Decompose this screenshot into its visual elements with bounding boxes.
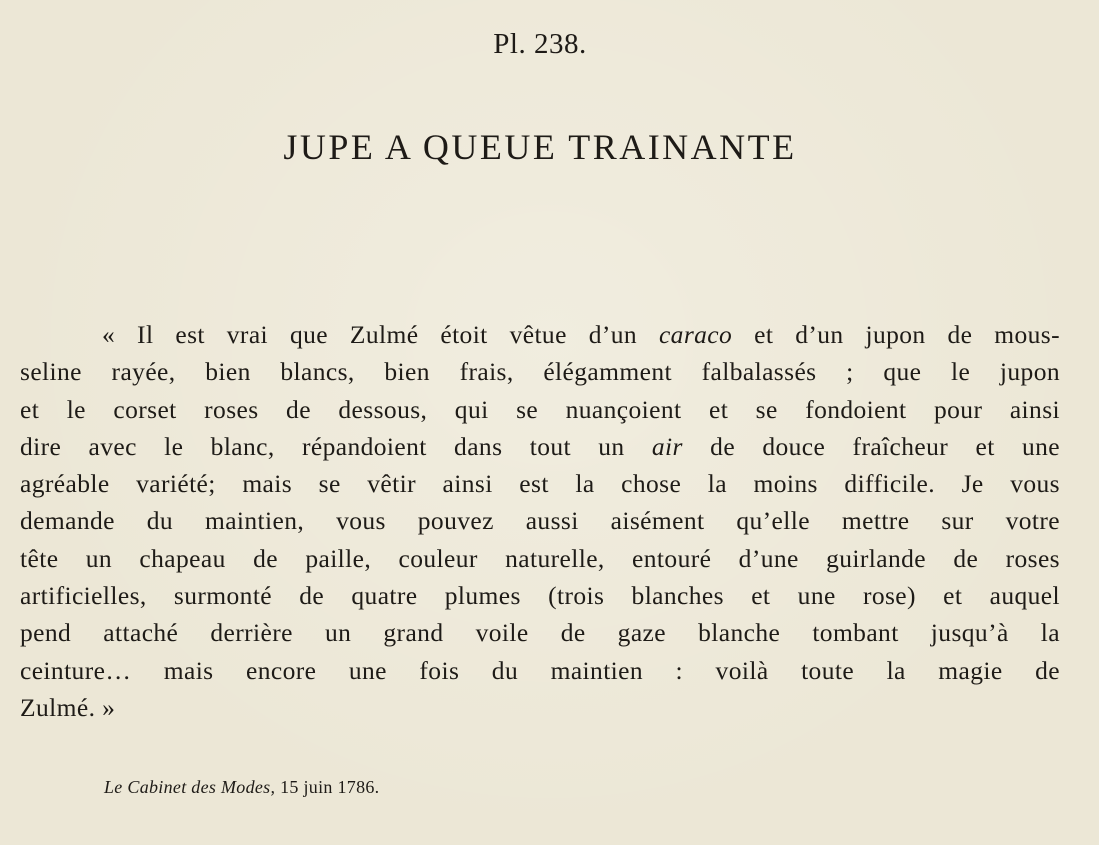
page-title: JUPE A QUEUE TRAINANTE — [283, 127, 797, 167]
plate-number: Pl. 238. — [493, 28, 587, 60]
paragraph-line: pend attaché derrière un grand voile de gaze blanche tombant jusqu’à la — [20, 618, 1060, 648]
paragraph-line: artificielles, surmonté de quatre plumes (trois blanches et une rose) et auquel — [20, 581, 1060, 611]
paragraph-line: agréable variété; mais se vêtir ainsi est la chose la moins difficile. Je vous — [20, 469, 1060, 499]
paragraph-line: « Il est vrai que Zulmé étoit vêtue d’un caraco et d’un jupon de mous- — [102, 320, 1060, 349]
paragraph-line: ceinture… mais encore une fois du maintien : voilà toute la magie de — [20, 655, 1060, 685]
citation-source: Le Cabinet des Modes, — [104, 777, 276, 797]
paragraph-line: demande du maintien, vous pouvez aussi aisément qu’elle mettre sur votre — [20, 506, 1060, 536]
italic-word-air: air — [651, 431, 683, 461]
paragraph-line: Zulmé. » — [20, 692, 116, 722]
paragraph-line: tête un chapeau de paille, couleur naturelle, entouré d’une guirlande de roses — [20, 543, 1060, 573]
paragraph-line: seline rayée, bien blancs, bien frais, élégamment falbalassés ; que le jupon — [20, 357, 1060, 387]
citation — [104, 777, 379, 798]
quoted-paragraph — [20, 316, 1060, 726]
italic-word-caraco: caraco — [658, 320, 733, 349]
citation-date: 15 juin 1786. — [275, 777, 380, 797]
paragraph-line: et le corset roses de dessous, qui se nuançoient et se fondoient pour ainsi — [20, 394, 1060, 424]
paragraph-line: dire avec le blanc, répandoient dans tout un air de douce fraîcheur et une — [20, 431, 1061, 461]
